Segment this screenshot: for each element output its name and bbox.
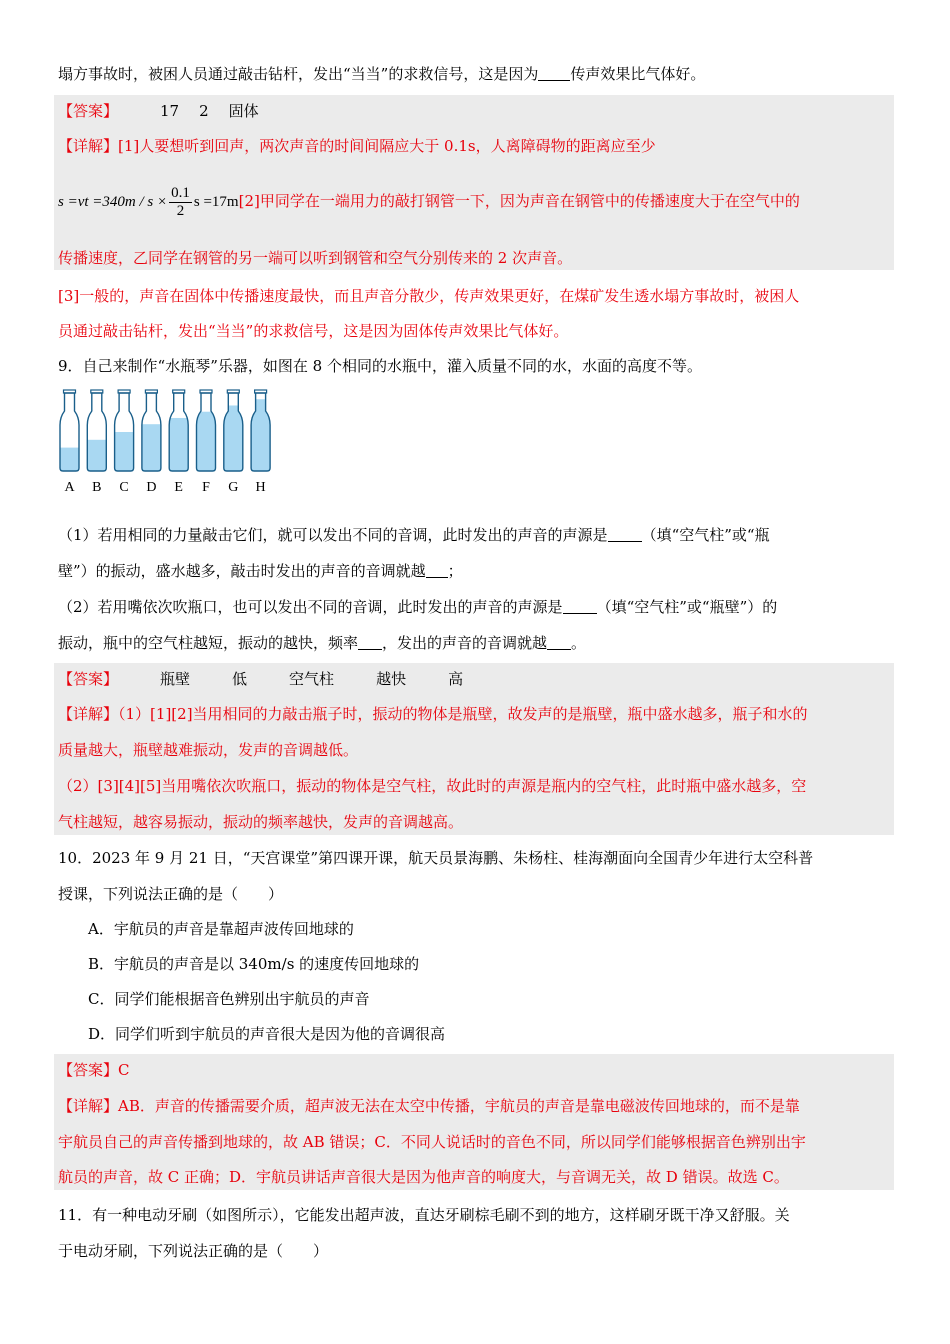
q8-answer-line [58, 101, 259, 121]
q10-option-a: A．宇航员的声音是靠超声波传回地球的 [88, 920, 354, 938]
detail-label: 【详解】 [58, 137, 119, 155]
fraction: $\frac{0.1}{2}$ [171, 185, 190, 220]
bottle-label: H [255, 480, 266, 495]
water-fill [114, 432, 135, 472]
q9-answer-2: 低 [232, 670, 248, 688]
bottle-e [168, 390, 189, 495]
answer-blank [426, 563, 448, 578]
water-bottles-figure [58, 387, 288, 497]
answer-label: 【答案】 [58, 670, 119, 688]
q11-stem-1: 11．有一种电动牙刷（如图所示），它能发出超声波，直达牙刷棕毛刷不到的地方，这样刷牙既干净又舒服。关 [58, 1206, 790, 1224]
q8-answer-shade [54, 95, 894, 270]
bottle-mouth [173, 390, 185, 393]
bottle-a [59, 390, 80, 495]
q10-answer-line [58, 1060, 130, 1080]
bottle-mouth [227, 390, 239, 393]
q9-part1-line1: （1）若用相同的力量敲击它们，就可以发出不同的音调，此时发出的声音的声源是 （填“空气柱”或“瓶 [58, 526, 770, 544]
q10-stem-2: 授课，下列说法正确的是（ ） [58, 885, 284, 903]
water-fill [86, 440, 107, 472]
q9-part2-line2: 振动，瓶中的空气柱越短，振动的越快，频率 ，发出的声音的音调就越 。 [58, 634, 587, 652]
q10-option-d: D．同学们听到宇航员的声音很大是因为他的音调很高 [88, 1025, 446, 1043]
bottle-h [250, 390, 271, 495]
q10-answer: C [118, 1061, 130, 1079]
q8-detail-1: 【详解】[1]人要想听到回声，两次声音的时间间隔应大于 0.1s，人离障碍物的距离应至少 [58, 137, 656, 155]
q8-answer-1: 17 [160, 102, 180, 120]
detail-label: 【详解】 [58, 705, 119, 723]
bottle-label: A [64, 480, 75, 495]
q11-stem-2: 于电动牙刷，下列说法正确的是（ ） [58, 1242, 329, 1260]
q9-part1-line2: 壁”）的振动，盛水越多，敲击时发出的声音的音调就越 ； [58, 562, 463, 580]
q9-detail-2a: （2）[3][4][5]当用嘴依次吹瓶口，振动的物体是空气柱，故此时的声源是瓶内的空气柱，此时瓶中盛水越多，空 [58, 777, 807, 795]
bottle-label: B [92, 480, 102, 495]
water-fill [59, 448, 80, 472]
q9-stem: 9．自己来制作“水瓶琴”乐器，如图在 8 个相同的水瓶中，灌入质量不同的水，水面的高度不等。 [58, 357, 702, 375]
answer-blank [563, 599, 597, 614]
bottle-mouth [91, 390, 103, 393]
bottle-mouth [255, 390, 267, 393]
q8-question-tail: 塌方事故时，被困人员通过敲击钻杆，发出“当当”的求救信号，这是因为 传声效果比气体好。 [58, 65, 706, 83]
answer-blank [538, 66, 570, 81]
answer-label: 【答案】 [58, 102, 119, 120]
q10-option-b: B．宇航员的声音是以 340m/s 的速度传回地球的 [88, 955, 420, 973]
q9-answer-3: 空气柱 [289, 670, 335, 688]
bottle-mouth [64, 390, 76, 393]
q9-answer-line [58, 669, 463, 689]
answer-label: 【答案】 [58, 1061, 119, 1079]
q10-detail-c: 航员的声音，故 C 正确；D．宇航员讲话声音很大是因为他声音的响度大，与音调无关，故 D 错误。故选 C。 [58, 1168, 789, 1186]
q9-part2-line1: （2）若用嘴依次吹瓶口，也可以发出不同的音调，此时发出的声音的声源是 （填“空气柱”或“瓶壁”）的 [58, 598, 778, 616]
q8-answer-3: 固体 [228, 102, 259, 120]
bottle-b [86, 390, 107, 495]
water-fill [168, 418, 189, 472]
water-fill [196, 412, 217, 472]
answer-blank [358, 635, 382, 650]
detail-label: 【详解】 [58, 1097, 119, 1115]
answer-blank [547, 635, 571, 650]
bottle-f [196, 390, 217, 495]
bottle-d [141, 390, 162, 495]
q10-stem-1: 10．2023 年 9 月 21 日，“天宫课堂”第四课开课，航天员景海鹏、朱杨柱、桂海潮面向全国青少年进行太空科普 [58, 849, 814, 867]
q8-detail-3a: [3]一般的，声音在固体中传播速度最快，而且声音分散少，传声效果更好，在煤矿发生透水塌方事故时，被困人 [58, 287, 800, 305]
bottle-label: E [174, 480, 183, 495]
q8-formula-line: s =vt =340m / s × $\frac{0.1}{2}$ s =17m[2]甲同学在一端用力的敲打钢管一下，因为声音在钢管中的传播速度大于在空气中的 [58, 185, 800, 220]
bottle-g [223, 390, 244, 495]
bottle-mouth [145, 390, 157, 393]
q9-answer-1: 瓶壁 [160, 670, 191, 688]
bottle-label: C [119, 480, 129, 495]
q9-detail-2b: 气柱越短，越容易振动，振动的频率越快，发声的音调越高。 [58, 813, 464, 831]
bottle-label: G [228, 480, 239, 495]
q9-detail-1a: 【详解】（1）[1][2]当用相同的力敲击瓶子时，振动的物体是瓶壁，故发声的是瓶壁，瓶中盛水越多，瓶子和水的 [58, 705, 808, 723]
q10-detail-b: 宇航员自己的声音传播到地球的，故 AB 错误；C．不同人说话时的音色不同，所以同学们能够根据音色辨别出宇 [58, 1133, 806, 1151]
bottle-label: D [146, 480, 157, 495]
bottle-mouth [118, 390, 130, 393]
q8-detail-3b: 员通过敲击钻杆，发出“当当”的求救信号，这是因为固体传声效果比气体好。 [58, 322, 569, 340]
velocity-formula: s =vt =340m / s × $\frac{0.1}{2}$ s =17m [58, 185, 239, 220]
water-fill [141, 424, 162, 472]
q9-answer-5: 高 [448, 670, 464, 688]
bottle-c [114, 390, 135, 495]
q9-detail-1b: 质量越大，瓶壁越难振动，发声的音调越低。 [58, 741, 359, 759]
answer-blank [608, 527, 642, 542]
q10-detail-a: 【详解】AB．声音的传播需要介质，超声波无法在太空中传播，宇航员的声音是靠电磁波传回地球的，而不是靠 [58, 1097, 800, 1115]
water-fill [250, 399, 271, 472]
q9-answer-4: 越快 [376, 670, 407, 688]
q8-answer-2: 2 [199, 102, 209, 120]
bottle-label: F [202, 480, 210, 495]
bottle-mouth [200, 390, 212, 393]
q8-detail-2b: 传播速度，乙同学在钢管的另一端可以听到钢管和空气分别传来的 2 次声音。 [58, 249, 573, 267]
q10-option-c: C．同学们能根据音色辨别出宇航员的声音 [88, 990, 370, 1008]
